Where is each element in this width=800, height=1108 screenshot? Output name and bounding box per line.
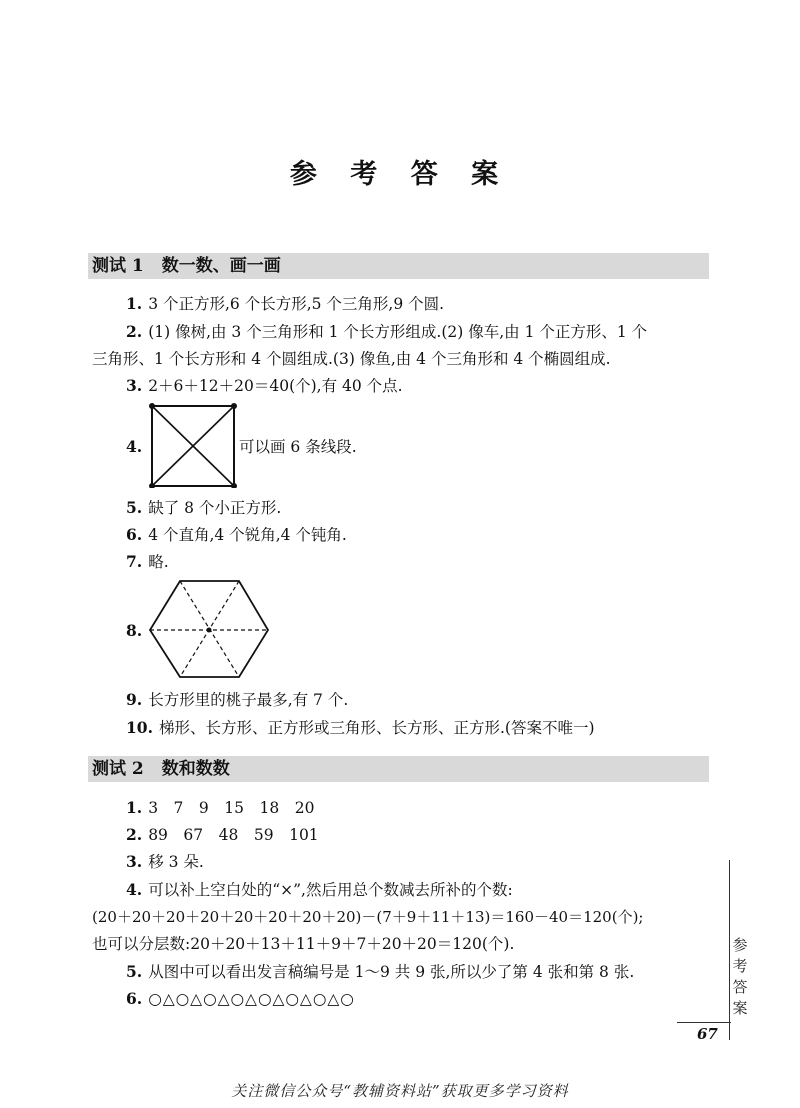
answer-item (126, 689, 348, 711)
item-text: 2＋6＋12＋20＝40(个),有 40 个点. (148, 377, 403, 395)
item-text: 可以补上空白处的“×”,然后用总个数减去所补的个数: (148, 881, 513, 899)
item-text: 4 个直角,4 个锐角,4 个钝角. (148, 526, 347, 544)
square-diagonals-figure (148, 402, 238, 488)
answer-item-continuation: (20＋20＋20＋20＋20＋20＋20＋20)－(7＋9＋11＋13)＝160－40＝120(个); (92, 908, 644, 926)
item-number: 1. (126, 798, 143, 817)
section-header-test1 (88, 253, 709, 279)
side-tab-label: 参 考 答 案 (732, 936, 748, 1017)
section-number: 测试 2 (92, 759, 144, 779)
item-number: 9. (126, 690, 143, 709)
side-tab-border (729, 860, 730, 1040)
page-number: 67 (697, 1025, 718, 1043)
item-number: 6. (126, 989, 143, 1008)
answer-item (126, 524, 347, 546)
item-text: 从图中可以看出发言稿编号是 1～9 共 9 张,所以少了第 4 张和第 8 张. (148, 963, 635, 981)
corner-dot (231, 403, 237, 409)
answer-item (126, 717, 595, 739)
section-number: 测试 1 (92, 256, 144, 276)
answer-item (126, 620, 148, 642)
answer-item (126, 321, 647, 343)
corner-dot (149, 403, 155, 409)
item-number: 2. (126, 322, 143, 341)
item-number: 5. (126, 498, 143, 517)
answer-item (126, 497, 281, 519)
answer-item (126, 824, 319, 846)
answer-item (126, 293, 444, 315)
item-number: 6. (126, 525, 143, 544)
section-name: 数一数、画一画 (161, 256, 281, 276)
item-text: 略. (148, 553, 169, 571)
item-text: 梯形、长方形、正方形或三角形、长方形、正方形.(答案不唯一) (158, 719, 595, 737)
hexagon-figure (146, 577, 272, 681)
answer-item (126, 375, 403, 397)
answer-item (126, 961, 634, 983)
item-text: 移 3 朵. (148, 853, 204, 871)
item-text: 3 7 9 15 18 20 (148, 799, 315, 817)
answer-item (126, 436, 148, 458)
item-number: 2. (126, 825, 143, 844)
item-number: 4. (126, 437, 143, 456)
item-number: 8. (126, 621, 143, 640)
item-number: 5. (126, 962, 143, 981)
page-number-rule (677, 1022, 731, 1023)
item-number: 1. (126, 294, 143, 313)
answer-item-continuation: 三角形、1 个长方形和 4 个圆组成.(3) 像鱼,由 4 个三角形和 4 个椭圆组成. (92, 350, 611, 368)
item-number: 4. (126, 880, 143, 899)
item-number: 10. (126, 718, 153, 737)
section-name: 数和数数 (161, 759, 230, 779)
answer-item (126, 988, 355, 1010)
item-text: 89 67 48 59 101 (148, 826, 319, 844)
item-text: 缺了 8 个小正方形. (148, 499, 282, 517)
center-dot (207, 628, 212, 633)
item-text: 可以画 6 条线段. (239, 438, 357, 456)
footer-note: 关注微信公众号“教辅资料站”获取更多学习资料 (231, 1082, 569, 1100)
item-number: 3. (126, 852, 143, 871)
item-number: 3. (126, 376, 143, 395)
answer-item (126, 551, 169, 573)
section-header-test2 (88, 756, 709, 782)
item-text: 3 个正方形,6 个长方形,5 个三角形,9 个圆. (148, 295, 445, 313)
item-text: (1) 像树,由 3 个三角形和 1 个长方形组成.(2) 像车,由 1 个正方形、1 个 (148, 323, 648, 341)
item-text: ○△○△○△○△○△○△○△○ (148, 990, 355, 1008)
answer-item (126, 851, 204, 873)
answer-item (126, 879, 513, 901)
item-number: 7. (126, 552, 143, 571)
answer-item (126, 797, 314, 819)
page-title: 参 考 答 案 (289, 159, 511, 190)
item-text: 长方形里的桃子最多,有 7 个. (148, 691, 349, 709)
answer-item-continuation: 也可以分层数:20＋20＋13＋11＋9＋7＋20＋20＝120(个). (92, 935, 515, 953)
